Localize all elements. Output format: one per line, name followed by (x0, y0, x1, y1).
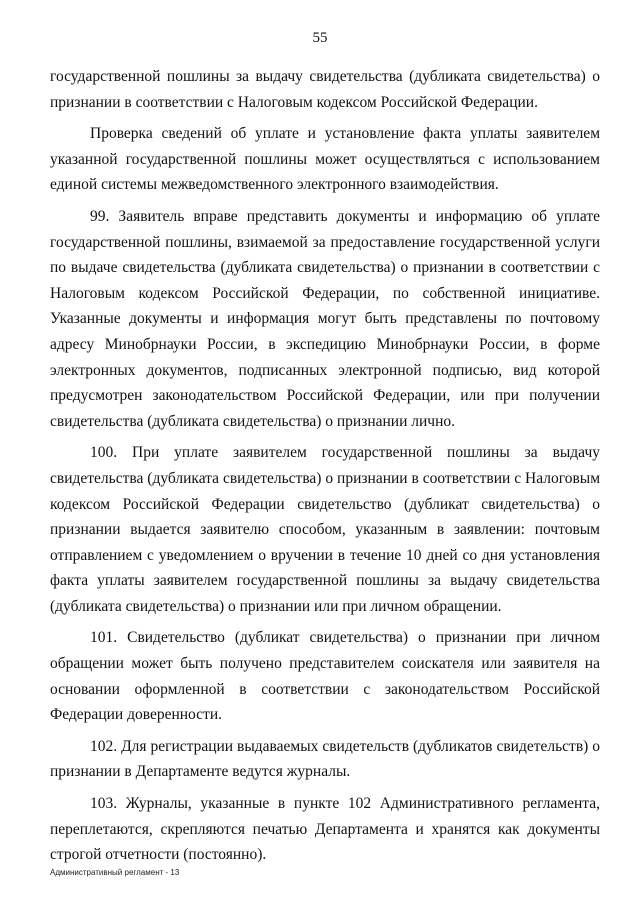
paragraph-99: 99. Заявитель вправе представить документы и информацию об уплате государственной пошлины, взимаемой за предоставление государственной услуги по выдаче свидетельства (дубликата свидетельства) о признании в соответствии с Налоговым кодексом Российской Федерации, по собственной инициативе. Указанные документы и информация могут быть представлены по почтовому адресу Минобрнауки России, в экспедицию Минобрнауки России, в форме электронных документов, подписанных электронной подписью, вид которой предусмотрен законодательством Российской Федерации, или при получении свидетельства (дубликата свидетельства) о признании лично. (50, 207, 600, 430)
paragraph-100: 100. При уплате заявителем государственной пошлины за выдачу свидетельства (дубликата свидетельства) о признании в соответствии с Налоговым кодексом Российской Федерации свидетельство (дубликат свидетельства) о признании выдается заявителю способом, указанным в заявлении: почтовым отправлением с уведомлением о вручении в течение 10 дней со дня установления факта уплаты заявителем государственной пошлины за выдачу свидетельства (дубликата свидетельства) о признании или при личном обращении. (50, 444, 600, 615)
document-footer: Административный регламент - 13 (50, 868, 180, 877)
paragraph-101: 101. Свидетельство (дубликат свидетельства) о признании при личном обращении может быть получено представителем соискателя или заявителя на основании оформленной в соответствии с законодательством Российской Федерации доверенности. (50, 629, 600, 724)
document-body (50, 64, 600, 868)
paragraph-103: 103. Журналы, указанные в пункте 102 Административного регламента, переплетаются, скрепляются печатью Департамента и хранятся как документы строгой отчетности (постоянно). (50, 795, 600, 864)
page-number: 55 (312, 30, 328, 46)
paragraph-continuation: государственной пошлины за выдачу свидетельства (дубликата свидетельства) о признании в соответствии с Налоговым кодексом Российской Федерации. (50, 68, 600, 111)
paragraph-verification: Проверка сведений об уплате и установление факта уплаты заявителем указанной государственной пошлины может осуществляться с использованием единой системы межведомственного электронного взаимодействия. (50, 125, 600, 194)
paragraph-102: 102. Для регистрации выдаваемых свидетельств (дубликатов свидетельств) о признании в Департаменте ведутся журналы. (50, 737, 600, 781)
